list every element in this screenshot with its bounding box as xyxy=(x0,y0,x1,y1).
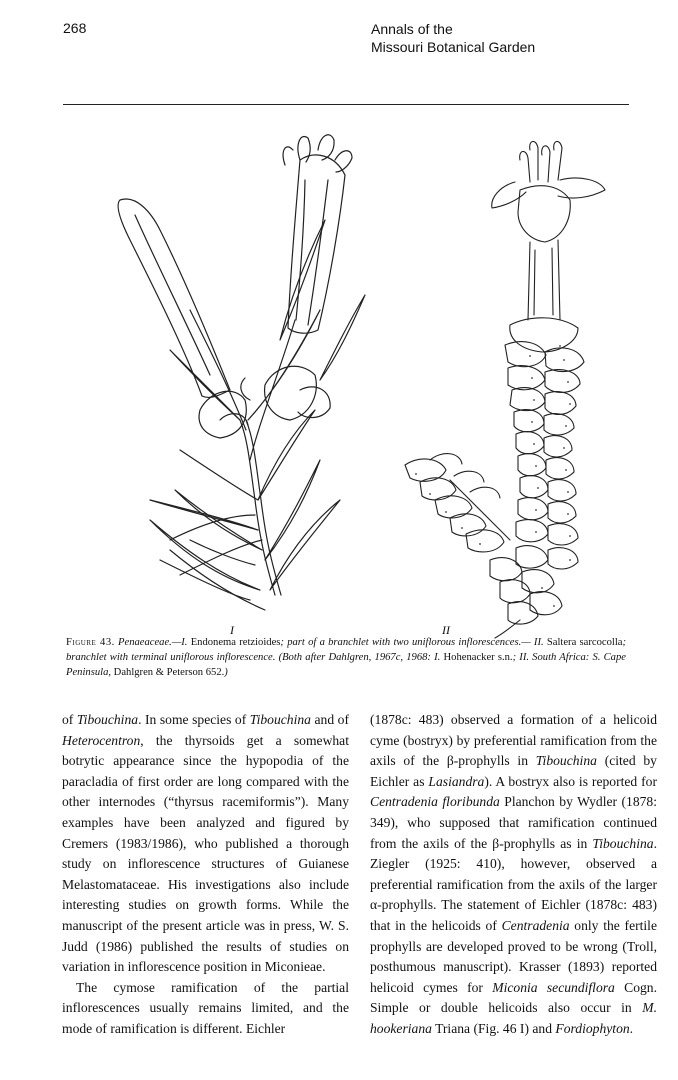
text-run: (cited by Eichler as xyxy=(370,753,657,789)
caption-species1: Endonema retzioides xyxy=(190,637,281,648)
caption-part2-roman: II. xyxy=(533,637,547,648)
paragraph-left-2 xyxy=(62,978,349,1040)
caption-part1-desc: ; part of a branchlet with two uniflorous inflorescences.— xyxy=(280,637,531,648)
journal-title-line1: Annals of the xyxy=(371,21,453,37)
text-run: , the thyrsoids get a somewhat botrytic appearance since the hypopodia of the paracladia of first order are long compared with the other internodes (“thyrsus racemiformis”). Many examples have been analyzed and figured by Cremers (1983/1986), who published a thorough study on inflorescence structures of Guianese Melastomataceae. His investigations also include interesting studies on growth forms. While the manuscript of the present article was in press, W. S. Judd (1986) published the results of studies on variation in inflorescence position in Miconieae. xyxy=(62,732,349,975)
figure-caption xyxy=(66,635,626,680)
paragraph-right-1 xyxy=(370,710,657,1040)
header-rule xyxy=(63,104,629,105)
figure-43 xyxy=(90,120,610,640)
text-run: Planchon by Wydler (1878: 349), who supposed that ramification continued from the axils of the β-prophylls as in xyxy=(370,794,657,851)
italic-term: M. hookeriana xyxy=(370,1000,657,1036)
italic-term: Tibouchina xyxy=(249,712,311,727)
paragraph-left-1 xyxy=(62,710,349,978)
text-run: ). A bostryx also is reported for xyxy=(484,773,657,789)
text-run: . In some species of xyxy=(138,712,250,727)
text-run: (1878c: 483) observed a formation of a helicoid cyme (bostryx) by preferential ramification from the axils of the β-prophylls in xyxy=(370,712,657,769)
text-column-right xyxy=(370,710,657,1040)
italic-term: Centradenia xyxy=(501,917,570,933)
page-number: 268 xyxy=(63,20,87,36)
caption-close: ) xyxy=(224,667,228,678)
text-run: Triana (Fig. 46 I) and xyxy=(431,1020,556,1036)
panel-ii-drawing xyxy=(405,141,605,638)
italic-term: Centradenia floribunda xyxy=(370,794,500,810)
italic-term: Tibouchina xyxy=(535,753,597,769)
caption-collector2: Dahlgren & Peterson 652. xyxy=(113,667,225,678)
text-column-left xyxy=(62,710,349,1040)
caption-part3: ; II. South Africa: S. Cape Peninsula, xyxy=(66,652,626,678)
italic-term: Tibouchina xyxy=(592,835,654,851)
text-run: only the fertile prophylls are developed proved to be wrong (Troll, posthumous manuscript). Krasser (1893) reported helicoid cymes for xyxy=(370,917,657,995)
botanical-illustration xyxy=(90,120,610,640)
text-run: . xyxy=(629,1020,634,1036)
text-run: of xyxy=(62,712,77,727)
caption-label: Figure 43. xyxy=(66,637,115,648)
text-run: Cogn. Simple or double helicoids also occur in xyxy=(370,979,657,1016)
caption-collector1: Hohenacker s.n. xyxy=(443,652,513,663)
panel-label-ii: II xyxy=(442,623,450,637)
italic-term: Fordiophyton xyxy=(555,1020,630,1036)
italic-term: Lasiandra xyxy=(428,773,485,789)
caption-species2: Saltera sarcocolla xyxy=(546,637,623,648)
text-run: The cymose ramification of the partial inflorescences usually remains limited, and the mode of ramification is different. Eichler xyxy=(62,979,349,1036)
running-head xyxy=(371,20,535,56)
panel-i-drawing xyxy=(118,135,365,610)
caption-part1-roman: —I. xyxy=(171,637,191,648)
journal-title-line2: Missouri Botanical Garden xyxy=(371,39,536,55)
caption-part2-desc: ; branchlet with terminal uniflorous inflorescence. (Both after Dahlgren, 1967c, 1968: I. xyxy=(66,637,626,663)
italic-term: Heterocentron xyxy=(62,732,141,748)
caption-family: Penaeaceae. xyxy=(118,637,172,648)
text-run: . Ziegler (1925: 410), however, observed a preferential ramification from the axils of the larger α-prophylls. The statement of Eichler (1878c: 483) that in the helicoids of xyxy=(370,835,657,933)
italic-term: Miconia secundiflora xyxy=(492,979,615,995)
text-run: and of xyxy=(310,712,349,727)
panel-label-i: I xyxy=(230,623,234,637)
italic-term: Tibouchina xyxy=(76,712,139,727)
